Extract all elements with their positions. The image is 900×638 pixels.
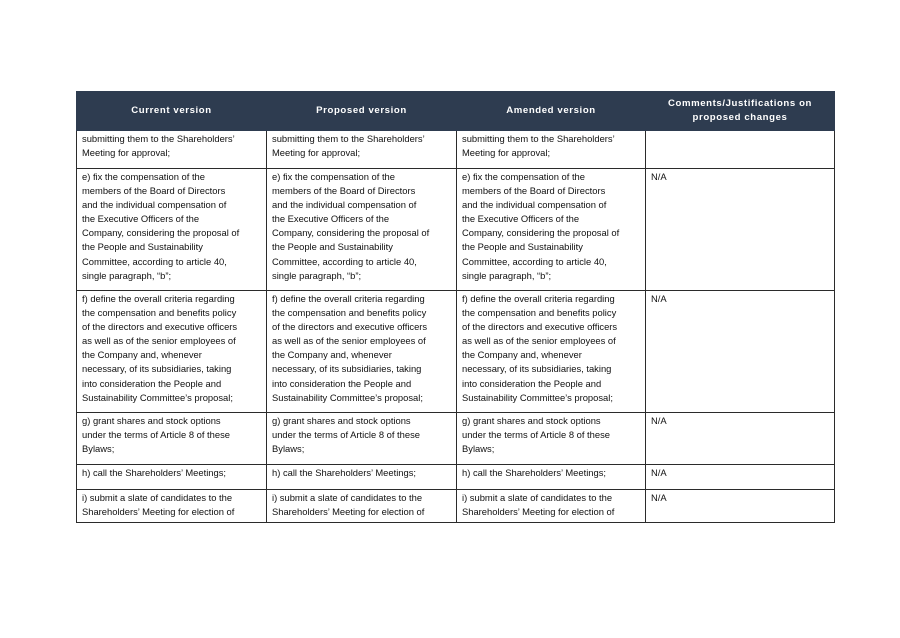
- cell-proposed: e) fix the compensation of the members of the Board of Directors and the individual compensation of the Executive Officers of the Company, considering the proposal of the People and Sustainability Committee, according to article 40, single paragraph, “b”;: [267, 169, 457, 291]
- cell-current: h) call the Shareholders’ Meetings;: [77, 465, 267, 490]
- cell-proposed: i) submit a slate of candidates to the Shareholders’ Meeting for election of: [267, 490, 457, 523]
- cell-proposed: h) call the Shareholders’ Meetings;: [267, 465, 457, 490]
- cell-amended: g) grant shares and stock options under the terms of Article 8 of these Bylaws;: [457, 413, 646, 465]
- cell-current: submitting them to the Shareholders’ Meeting for approval;: [77, 131, 267, 169]
- cell-amended: i) submit a slate of candidates to the Shareholders’ Meeting for election of: [457, 490, 646, 523]
- table-header-row: [77, 92, 835, 131]
- cell-proposed: g) grant shares and stock options under the terms of Article 8 of these Bylaws;: [267, 413, 457, 465]
- cell-amended: h) call the Shareholders’ Meetings;: [457, 465, 646, 490]
- bylaws-comparison-table: [76, 91, 835, 523]
- cell-amended: submitting them to the Shareholders’ Meeting for approval;: [457, 131, 646, 169]
- header-proposed-version: Proposed version: [267, 92, 457, 131]
- cell-comments: N/A: [646, 413, 835, 465]
- cell-current: e) fix the compensation of the members of the Board of Directors and the individual compensation of the Executive Officers of the Company, considering the proposal of the People and Sustainability Committee, according to article 40, single paragraph, “b”;: [77, 169, 267, 291]
- cell-proposed: f) define the overall criteria regarding the compensation and benefits policy of the directors and executive officers as well as of the senior employees of the Company and, whenever necessary, of its subsidiaries, taking into consideration the People and Sustainability Committee’s proposal;: [267, 291, 457, 413]
- header-amended-version: Amended version: [457, 92, 646, 131]
- table-row: [77, 169, 835, 291]
- cell-proposed: submitting them to the Shareholders’ Meeting for approval;: [267, 131, 457, 169]
- table-row: [77, 291, 835, 413]
- cell-current: g) grant shares and stock options under the terms of Article 8 of these Bylaws;: [77, 413, 267, 465]
- cell-comments: N/A: [646, 291, 835, 413]
- header-current-version: Current version: [77, 92, 267, 131]
- header-comments: Comments/Justifications on proposed changes: [646, 92, 835, 131]
- cell-amended: f) define the overall criteria regarding the compensation and benefits policy of the directors and executive officers as well as of the senior employees of the Company and, whenever necessary, of its subsidiaries, taking into consideration the People and Sustainability Committee’s proposal;: [457, 291, 646, 413]
- table-row: [77, 131, 835, 169]
- cell-comments: N/A: [646, 465, 835, 490]
- table-row: [77, 490, 835, 523]
- cell-comments: [646, 131, 835, 169]
- table-row: [77, 465, 835, 490]
- cell-comments: N/A: [646, 169, 835, 291]
- cell-comments: N/A: [646, 490, 835, 523]
- cell-amended: e) fix the compensation of the members of the Board of Directors and the individual compensation of the Executive Officers of the Company, considering the proposal of the People and Sustainability Committee, according to article 40, single paragraph, “b”;: [457, 169, 646, 291]
- cell-current: f) define the overall criteria regarding the compensation and benefits policy of the directors and executive officers as well as of the senior employees of the Company and, whenever necessary, of its subsidiaries, taking into consideration the People and Sustainability Committee’s proposal;: [77, 291, 267, 413]
- cell-current: i) submit a slate of candidates to the Shareholders’ Meeting for election of: [77, 490, 267, 523]
- table-row: [77, 413, 835, 465]
